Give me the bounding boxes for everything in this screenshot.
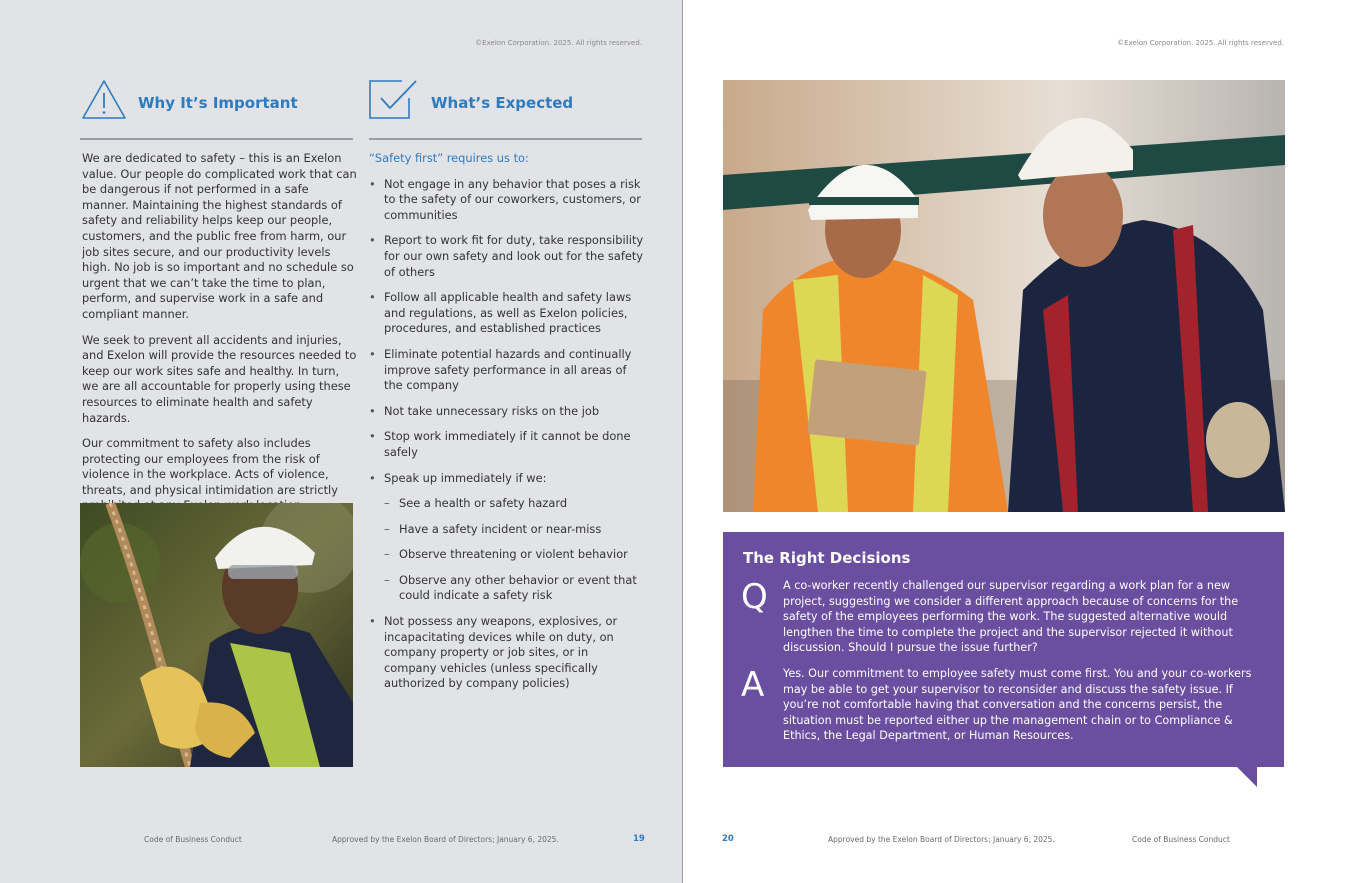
photo-worker-rope <box>80 503 353 767</box>
checkbox-check-icon <box>369 78 419 126</box>
dash-mark: – <box>384 521 390 536</box>
list-item <box>369 614 644 692</box>
copyright-notice: ©Exelon Corporation. 2025. All rights reserved. <box>475 39 642 47</box>
speech-bubble-tail <box>1237 767 1257 787</box>
footer-doc-title: Code of Business Conduct <box>1132 835 1230 844</box>
list-item-text: Stop work immediately if it cannot be done safely <box>384 429 631 459</box>
why-paragraph: We are dedicated to safety – this is an Exelon value. Our people do complicated work that can be dangerous if not performed in a safe manner. Maintaining the highest standards of safety and reliability helps keep our people, customers, and the public free from harm, our job sites secure, and our productivity levels high. No job is so important and no schedule so urgent that we can’t take the time to plan, perform, and supervise work in a safe and compliant manner. <box>82 151 357 321</box>
list-item <box>369 177 644 224</box>
bullet-mark: • <box>369 176 376 191</box>
list-item-text: Not engage in any behavior that poses a risk to the safety of our coworkers, customers, or communities <box>384 176 641 222</box>
sub-list-item-text: See a health or safety hazard <box>399 496 568 511</box>
dash-mark: – <box>384 547 390 562</box>
why-important-title: Why It’s Important <box>138 94 298 112</box>
list-item-text: Not possess any weapons, explosives, or incapacitating devices while on duty, on company property or job sites, or in company vehicles (unless specifically authorized by company policies) <box>384 614 618 691</box>
page-number: 20 <box>722 834 734 844</box>
photo-workers-clipboard <box>723 80 1285 512</box>
dash-mark: – <box>384 496 390 511</box>
list-item <box>369 404 644 420</box>
sub-list-item-text: Observe any other behavior or event that could indicate a safety risk <box>399 572 637 603</box>
why-important-header <box>80 78 353 140</box>
bullet-mark: • <box>369 346 376 361</box>
warning-icon <box>80 78 128 126</box>
list-item <box>369 471 644 605</box>
bullet-mark: • <box>369 233 376 248</box>
footer-approval: Approved by the Exelon Board of Directors; January 6, 2025. <box>332 835 559 844</box>
copyright-notice: ©Exelon Corporation. 2025. All rights reserved. <box>1117 39 1284 47</box>
dash-mark: – <box>384 572 390 587</box>
expected-list <box>369 177 644 692</box>
footer-approval: Approved by the Exelon Board of Directors; January 6, 2025. <box>828 835 1055 844</box>
sub-list-item-text: Observe threatening or violent behavior <box>399 547 628 562</box>
list-item <box>369 429 644 460</box>
page-number: 19 <box>633 834 645 844</box>
bullet-mark: • <box>369 470 376 485</box>
whats-expected-header <box>369 78 642 140</box>
list-item-text: Eliminate potential hazards and continually improve safety performance in all areas of the company <box>384 346 632 393</box>
answer-letter: A <box>741 665 765 705</box>
footer-doc-title: Code of Business Conduct <box>144 835 242 844</box>
list-item-text: Not take unnecessary risks on the job <box>384 403 600 418</box>
left-page <box>0 0 682 883</box>
why-paragraph: Our commitment to safety also includes protecting our employees from the risk of violence in the workplace. Acts of violence, threats, and physical intimidation are strictly <box>82 436 338 497</box>
why-paragraph: We seek to prevent all accidents and injuries, and Exelon will provide the resources needed to keep our work sites safe and healthy. In turn, we are all accountable for properly using these resources to eliminate health and safety hazards. <box>82 332 357 425</box>
list-item-text: Report to work fit for duty, take responsibility for our own safety and look out for the safety of others <box>384 233 644 279</box>
right-decisions-title: The Right Decisions <box>743 549 911 567</box>
question-letter: Q <box>741 577 768 617</box>
bullet-mark: • <box>369 403 376 418</box>
answer-text: Yes. Our commitment to employee safety must come first. You and your co-workers may be able to get your supervisor to reconsider and discuss the safety issue. If you’re not comfortable having that conversation and the concerns persist, the situation must be reported either up the management chain or to Compliance & Ethics, the Legal Department, or Human Resources. <box>783 667 1252 743</box>
right-page <box>683 0 1365 883</box>
whats-expected-title: What’s Expected <box>431 94 574 112</box>
bullet-mark: • <box>369 290 376 305</box>
bullet-mark: • <box>369 429 376 444</box>
sub-list-item <box>384 522 644 538</box>
list-item <box>369 347 644 394</box>
sub-list-item <box>384 573 644 604</box>
sub-list-item-text: Have a safety incident or near-miss <box>399 521 602 536</box>
right-decisions-box <box>723 532 1284 767</box>
list-item <box>369 233 644 280</box>
whats-expected-body <box>369 151 644 702</box>
list-item-text: Follow all applicable health and safety laws and regulations, as well as Exelon policies, procedures, and established practices <box>384 290 632 336</box>
sub-list-item <box>384 496 644 512</box>
sub-list-item <box>384 547 644 563</box>
list-item-text: Speak up immediately if we: <box>384 470 547 485</box>
expected-lead: “Safety first” requires us to: <box>369 151 529 165</box>
list-item <box>369 290 644 337</box>
bullet-mark: • <box>369 614 376 629</box>
why-important-body <box>82 151 357 524</box>
question-text: A co-worker recently challenged our supervisor regarding a work plan for a new project, suggesting we consider a different approach because of concerns for the safety of the employees performing the work. The suggested alternative would lengthen the time to complete the project and the supervisor rejected it without discussion. Should I pursue the issue further? <box>783 579 1239 655</box>
speak-up-sublist <box>384 496 644 604</box>
